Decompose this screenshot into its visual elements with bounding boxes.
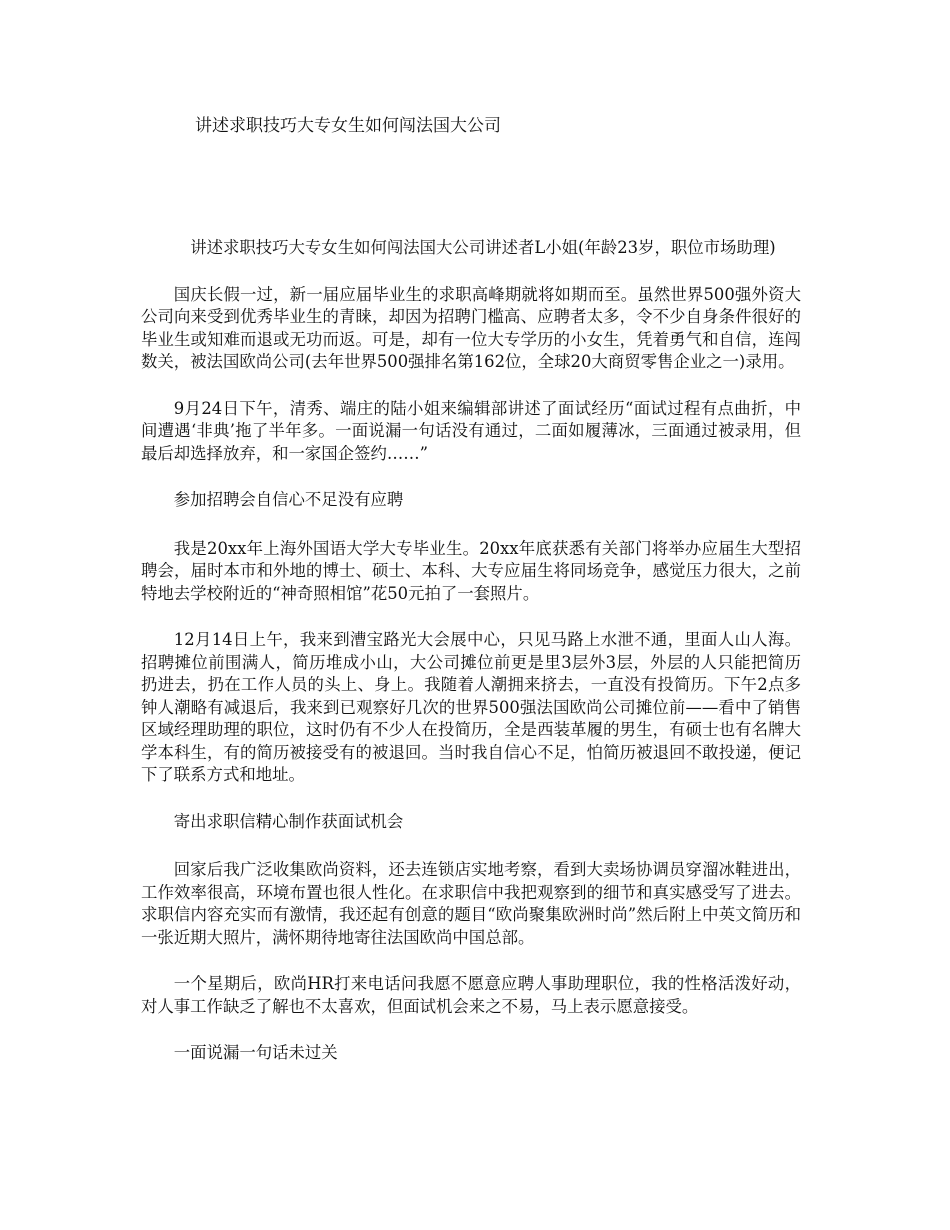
paragraph-hr-call: 一个星期后，欧尚HR打来电话问我愿不愿意应聘人事助理职位，我的性格活泼好动，对人事工作缺乏了解也不太喜欢，但面试机会来之不易，马上表示愿意接受。 — [141, 974, 801, 1016]
intro-paragraph: 讲述求职技巧大专女生如何闯法国大公司讲述者L小姐(年龄23岁，职位市场助理) — [190, 238, 776, 257]
paragraph-graduate: 我是20xx年上海外国语大学大专毕业生。20xx年底获悉有关部门将举办应届生大型招聘会，届时本市和外地的博士、硕士、本科、大专应届生将同场竞争，感觉压力很大，之前特地去学校附近的“神奇照相馆”花50元拍了一套照片。 — [141, 538, 801, 603]
document-body — [141, 237, 801, 1091]
paragraph-national-day: 国庆长假一过，新一届应届毕业生的求职高峰期就将如期而至。虽然世界500强外资大公司向来受到优秀毕业生的青睐，却因为招聘门槛高、应聘者太多，令不少自身条件很好的毕业生或知难而退或无功而返。可是，却有一位大专学历的小女生，凭着勇气和自信，连闯数关，被法国欧尚公司(去年世界500强排名第162位，全球20大商贸零售企业之一)录用。 — [141, 284, 801, 371]
paragraph-research: 回家后我广泛收集欧尚资料，还去连锁店实地考察，看到大卖场协调员穿溜冰鞋进出，工作效率很高，环境布置也很人性化。在求职信中我把观察到的细节和真实感受写了进去。求职信内容充实而有激情，我还起有创意的题目“欧尚聚集欧洲时尚”然后附上中英文简历和一张近期大照片，满怀期待地寄往法国欧尚中国总部。 — [141, 860, 801, 947]
section-heading-job-fair: 参加招聘会自信心不足没有应聘 — [173, 490, 404, 509]
section-heading-cover-letter: 寄出求职信精心制作获面试机会 — [173, 811, 404, 831]
paragraph-interview-story: 9月24日下午，清秀、端庄的陆小姐来编辑部讲述了面试经历“面试过程有点曲折，中间遭遇‘非典’拖了半年多。一面说漏一句话没有通过，二面如履薄冰，三面通过被录用，但最后却选择放弃，和一家国企签约……” — [141, 398, 801, 463]
section-heading-first-interview: 一面说漏一句话未过关 — [173, 1043, 338, 1062]
paragraph-exhibition-center: 12月14日上午，我来到漕宝路光大会展中心，只见马路上水泄不通，里面人山人海。招聘摊位前围满人，简历堆成小山，大公司摊位前更是里3层外3层，外层的人只能把简历扔进去，扔在工作人员的头上、身上。我随着人潮拥来挤去，一直没有投简历。下午2点多钟人潮略有减退后，我来到已观察好几次的世界500强法国欧尚公司摊位前——看中了销售区域经理助理的职位，这时仍有不少人在投简历，全是西装革履的男生，有硕士也有名牌大学本科生，有的简历被接受有的被退回。当时我自信心不足，怕简历被退回不敢投递，便记下了联系方式和地址。 — [141, 630, 801, 784]
document-title: 讲述求职技巧大专女生如何闯法国大公司 — [195, 116, 501, 136]
